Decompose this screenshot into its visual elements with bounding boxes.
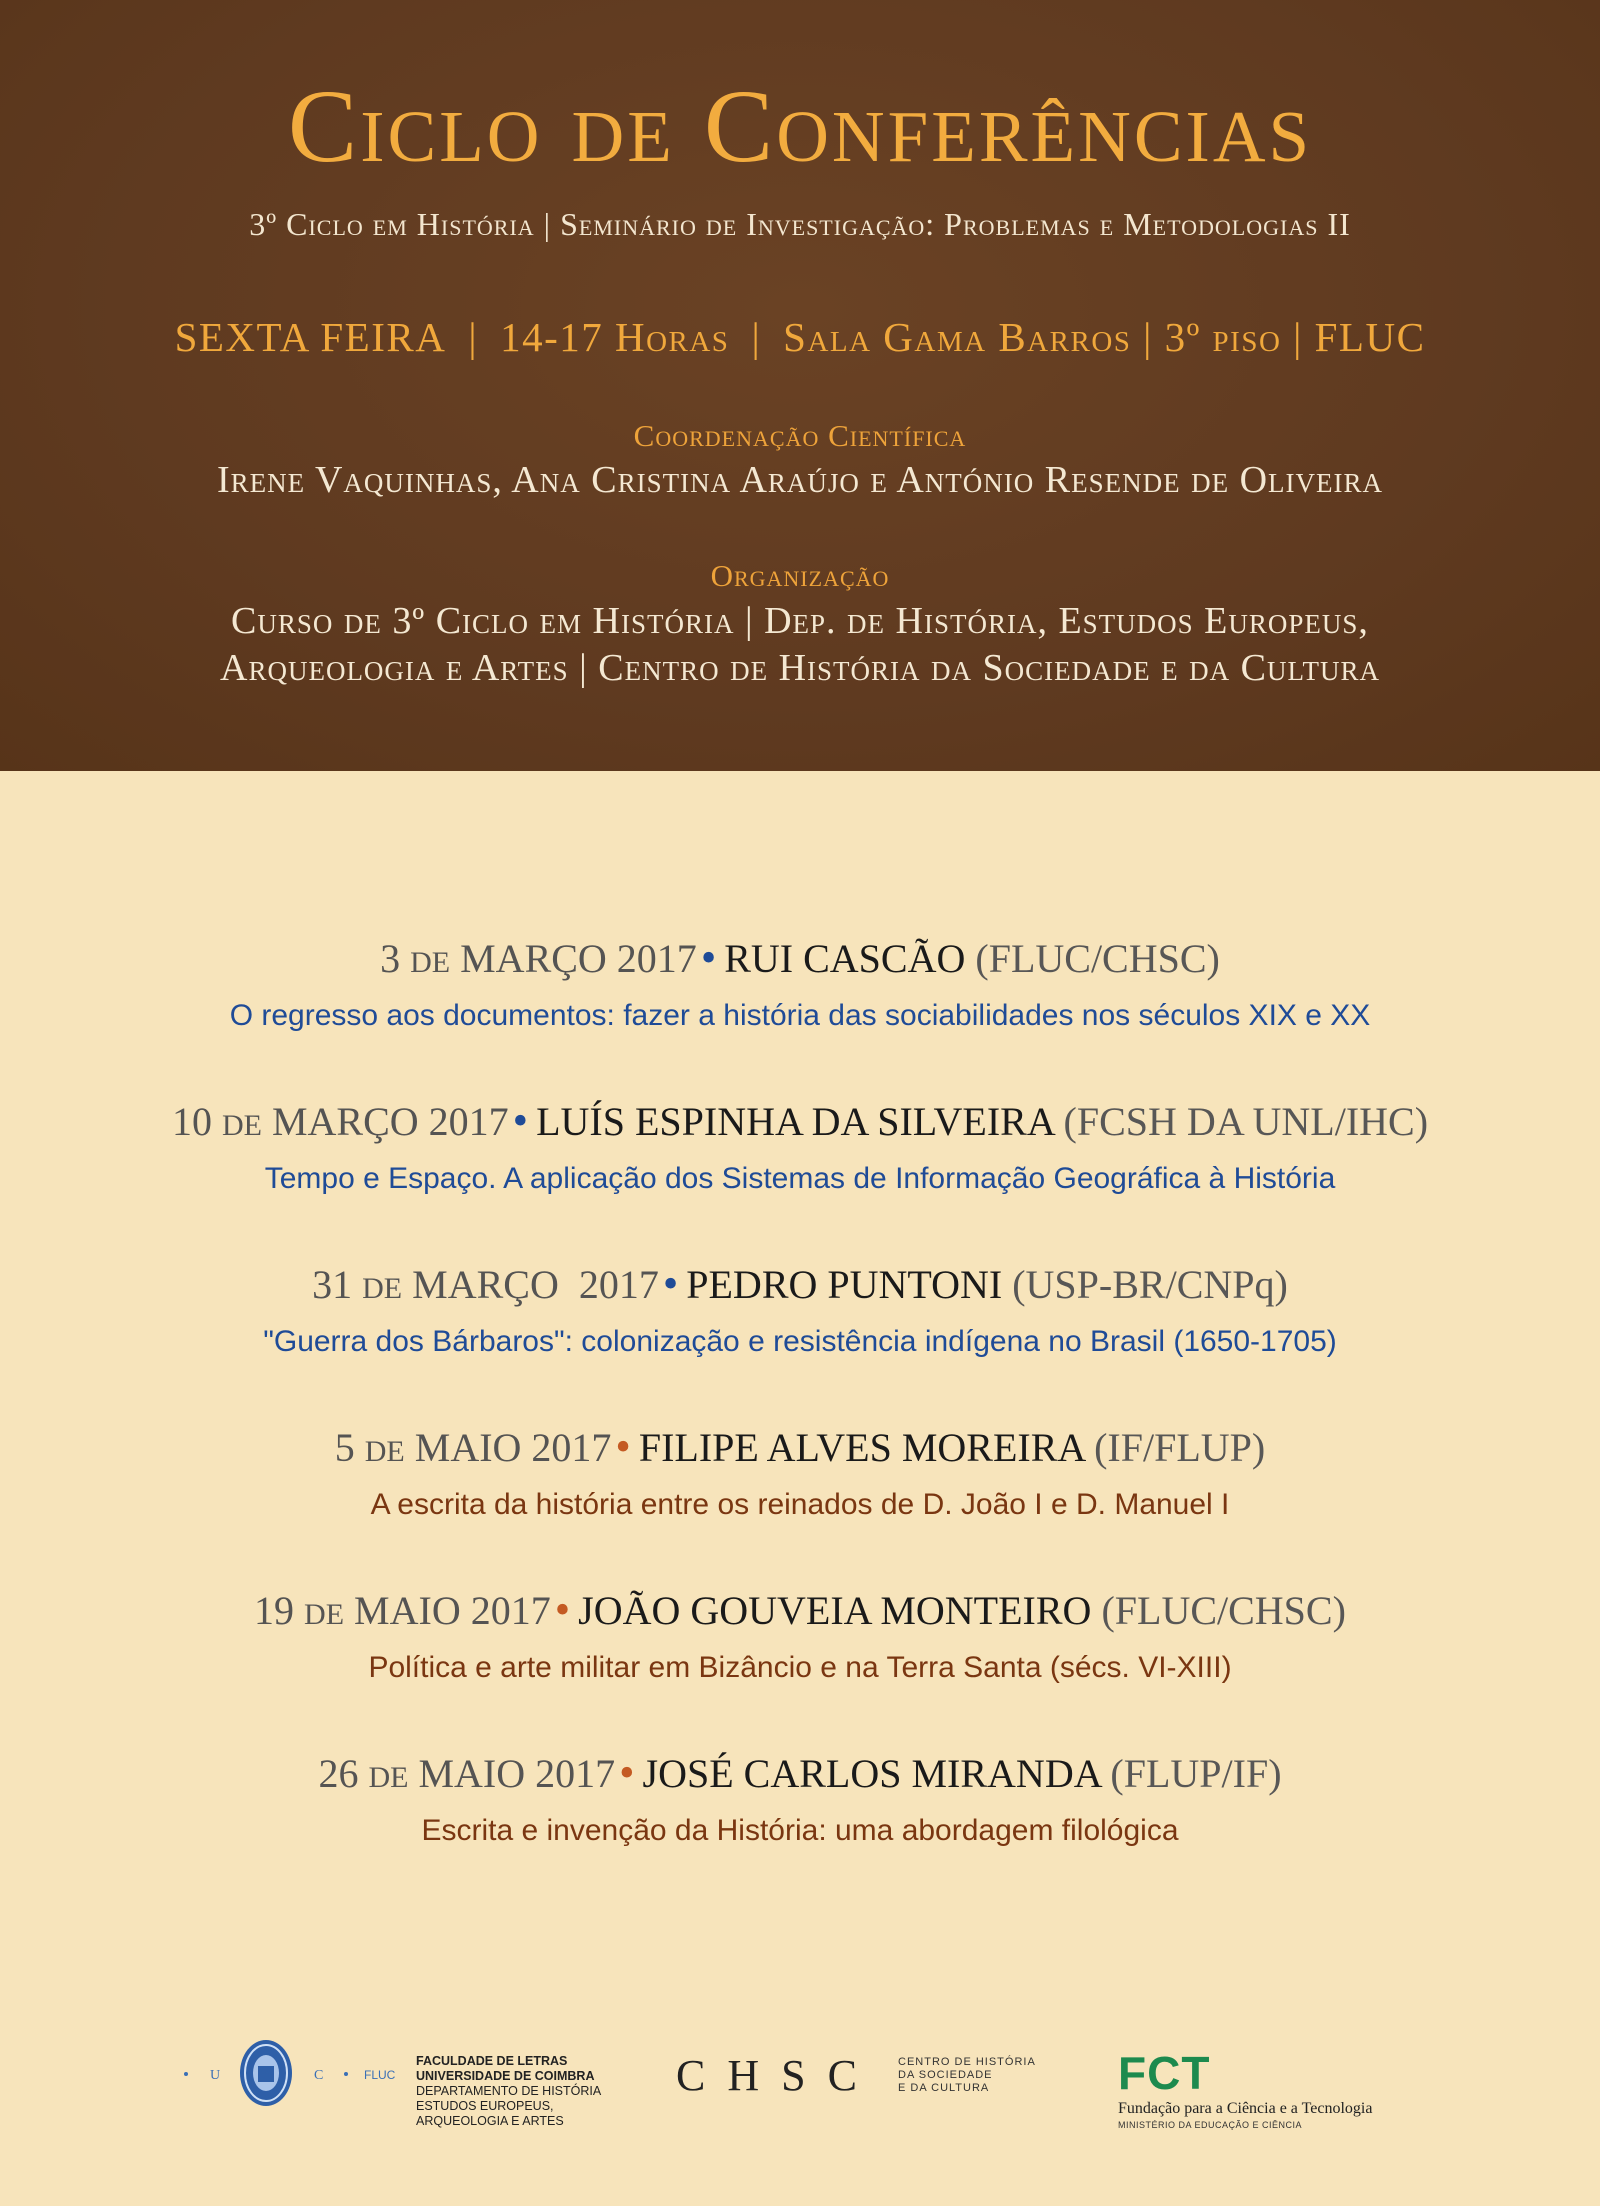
session-topic: O regresso aos documentos: fazer a história das sociabilidades nos séculos XIX e XX	[229, 999, 1371, 1032]
bullet-icon: •	[700, 933, 717, 982]
session-date: 10 DE MARÇO 2017	[171, 1099, 509, 1144]
session-item	[0, 1582, 1600, 1688]
session-date: 3 DE MARÇO 2017	[380, 936, 697, 981]
session-institution: (FLUC/CHSC)	[1101, 1588, 1346, 1633]
page-title: Ciclo de Conferências	[287, 69, 1313, 184]
session-speaker: JOÃO GOUVEIA MONTEIRO	[578, 1588, 1092, 1633]
session-item	[0, 1745, 1600, 1851]
session-institution: (USP-BR/CNPq)	[1012, 1262, 1288, 1307]
fct-logo: FCT	[1118, 2047, 1211, 2099]
fct-ministry: MINISTÉRIO DA EDUCAÇÃO E CIÊNCIA	[1118, 2120, 1303, 2130]
bullet-icon: •	[615, 1422, 631, 1471]
coordination-label: Coordenação Científica	[633, 418, 967, 453]
organization-label: Organização	[710, 558, 890, 593]
session-date: 26 DE MAIO 2017	[318, 1751, 616, 1796]
session-institution: (IF/FLUP)	[1094, 1425, 1266, 1470]
bullet-icon: •	[662, 1259, 679, 1308]
session-date: 19 DE MAIO 2017	[254, 1588, 551, 1633]
university-coimbra-text: FACULDADE DE LETRAS UNIVERSIDADE DE COIMBRA DEPARTAMENTO DE HISTÓRIA ESTUDOS EUROPEUS, ARQUEOLOGIA E ARTES	[416, 2054, 602, 2128]
bullet-icon: •	[619, 1748, 635, 1797]
session-header	[0, 1582, 1600, 1643]
session-speaker: PEDRO PUNTONI	[686, 1262, 1003, 1307]
session-item	[0, 1093, 1600, 1199]
session-item	[0, 1256, 1600, 1362]
session-topic: "Guerra dos Bárbaros": colonização e resistência indígena no Brasil (1650-1705)	[263, 1325, 1337, 1358]
session-date: 5 DE MAIO 2017	[334, 1425, 612, 1470]
footer-logos	[0, 2010, 1600, 2130]
session-header	[0, 1419, 1600, 1480]
hours: 14-17 Horas	[500, 314, 730, 360]
header-banner	[0, 0, 1600, 771]
organization-line-2: Arqueologia e Artes | Centro de História da Sociedade e da Cultura	[220, 647, 1380, 689]
session-speaker: FILIPE ALVES MOREIRA	[638, 1425, 1085, 1470]
weekday: SEXTA FEIRA	[174, 314, 447, 360]
session-date: 31 DE MARÇO 2017	[312, 1262, 659, 1307]
svg-text:FLUC: FLUC	[364, 2068, 396, 2082]
session-topic: Política e arte militar em Bizâncio e na Terra Santa (sécs. VI-XIII)	[368, 1651, 1232, 1684]
session-topic: A escrita da história entre os reinados de D. João I e D. Manuel I	[370, 1488, 1230, 1521]
bullet-icon: •	[512, 1096, 529, 1145]
session-item	[0, 930, 1600, 1036]
university-coimbra-logo	[182, 2026, 422, 2116]
session-institution: (FLUC/CHSC)	[975, 936, 1220, 981]
session-speaker: LUÍS ESPINHA DA SILVEIRA	[536, 1099, 1054, 1144]
separator: |	[751, 314, 762, 360]
svg-text:U: U	[210, 2068, 221, 2083]
chsc-text: CENTRO DE HISTÓRIA DA SOCIEDADE E DA CULTURA	[898, 2056, 1036, 2094]
session-header	[0, 1256, 1600, 1317]
schedule-info	[0, 313, 1600, 361]
session-topic: Escrita e invenção da História: uma abordagem filológica	[421, 1814, 1179, 1847]
separator: |	[468, 314, 479, 360]
session-speaker: JOSÉ CARLOS MIRANDA	[642, 1751, 1101, 1796]
page-subtitle: 3º Ciclo em História | Seminário de Investigação: Problemas e Metodologias II	[249, 206, 1351, 242]
venue: Sala Gama Barros | 3º piso | FLUC	[783, 314, 1426, 360]
session-institution: (FCSH DA UNL/IHC)	[1063, 1099, 1429, 1144]
session-header	[0, 930, 1600, 991]
organization-line-1: Curso de 3º Ciclo em História | Dep. de História, Estudos Europeus,	[231, 600, 1369, 642]
session-item	[0, 1419, 1600, 1525]
chsc-logo: CHSC	[676, 2051, 879, 2100]
session-institution: (FLUP/IF)	[1110, 1751, 1282, 1796]
fct-name: Fundação para a Ciência e a Tecnologia	[1118, 2100, 1373, 2117]
session-header	[0, 1093, 1600, 1154]
session-topic: Tempo e Espaço. A aplicação dos Sistemas de Informação Geográfica à História	[264, 1162, 1336, 1195]
session-header	[0, 1745, 1600, 1806]
bullet-icon: •	[554, 1585, 571, 1634]
coordination-value: Irene Vaquinhas, Ana Cristina Araújo e António Resende de Oliveira	[216, 459, 1383, 501]
svg-text:C: C	[314, 2068, 324, 2083]
session-speaker: RUI CASCÃO	[724, 936, 966, 981]
